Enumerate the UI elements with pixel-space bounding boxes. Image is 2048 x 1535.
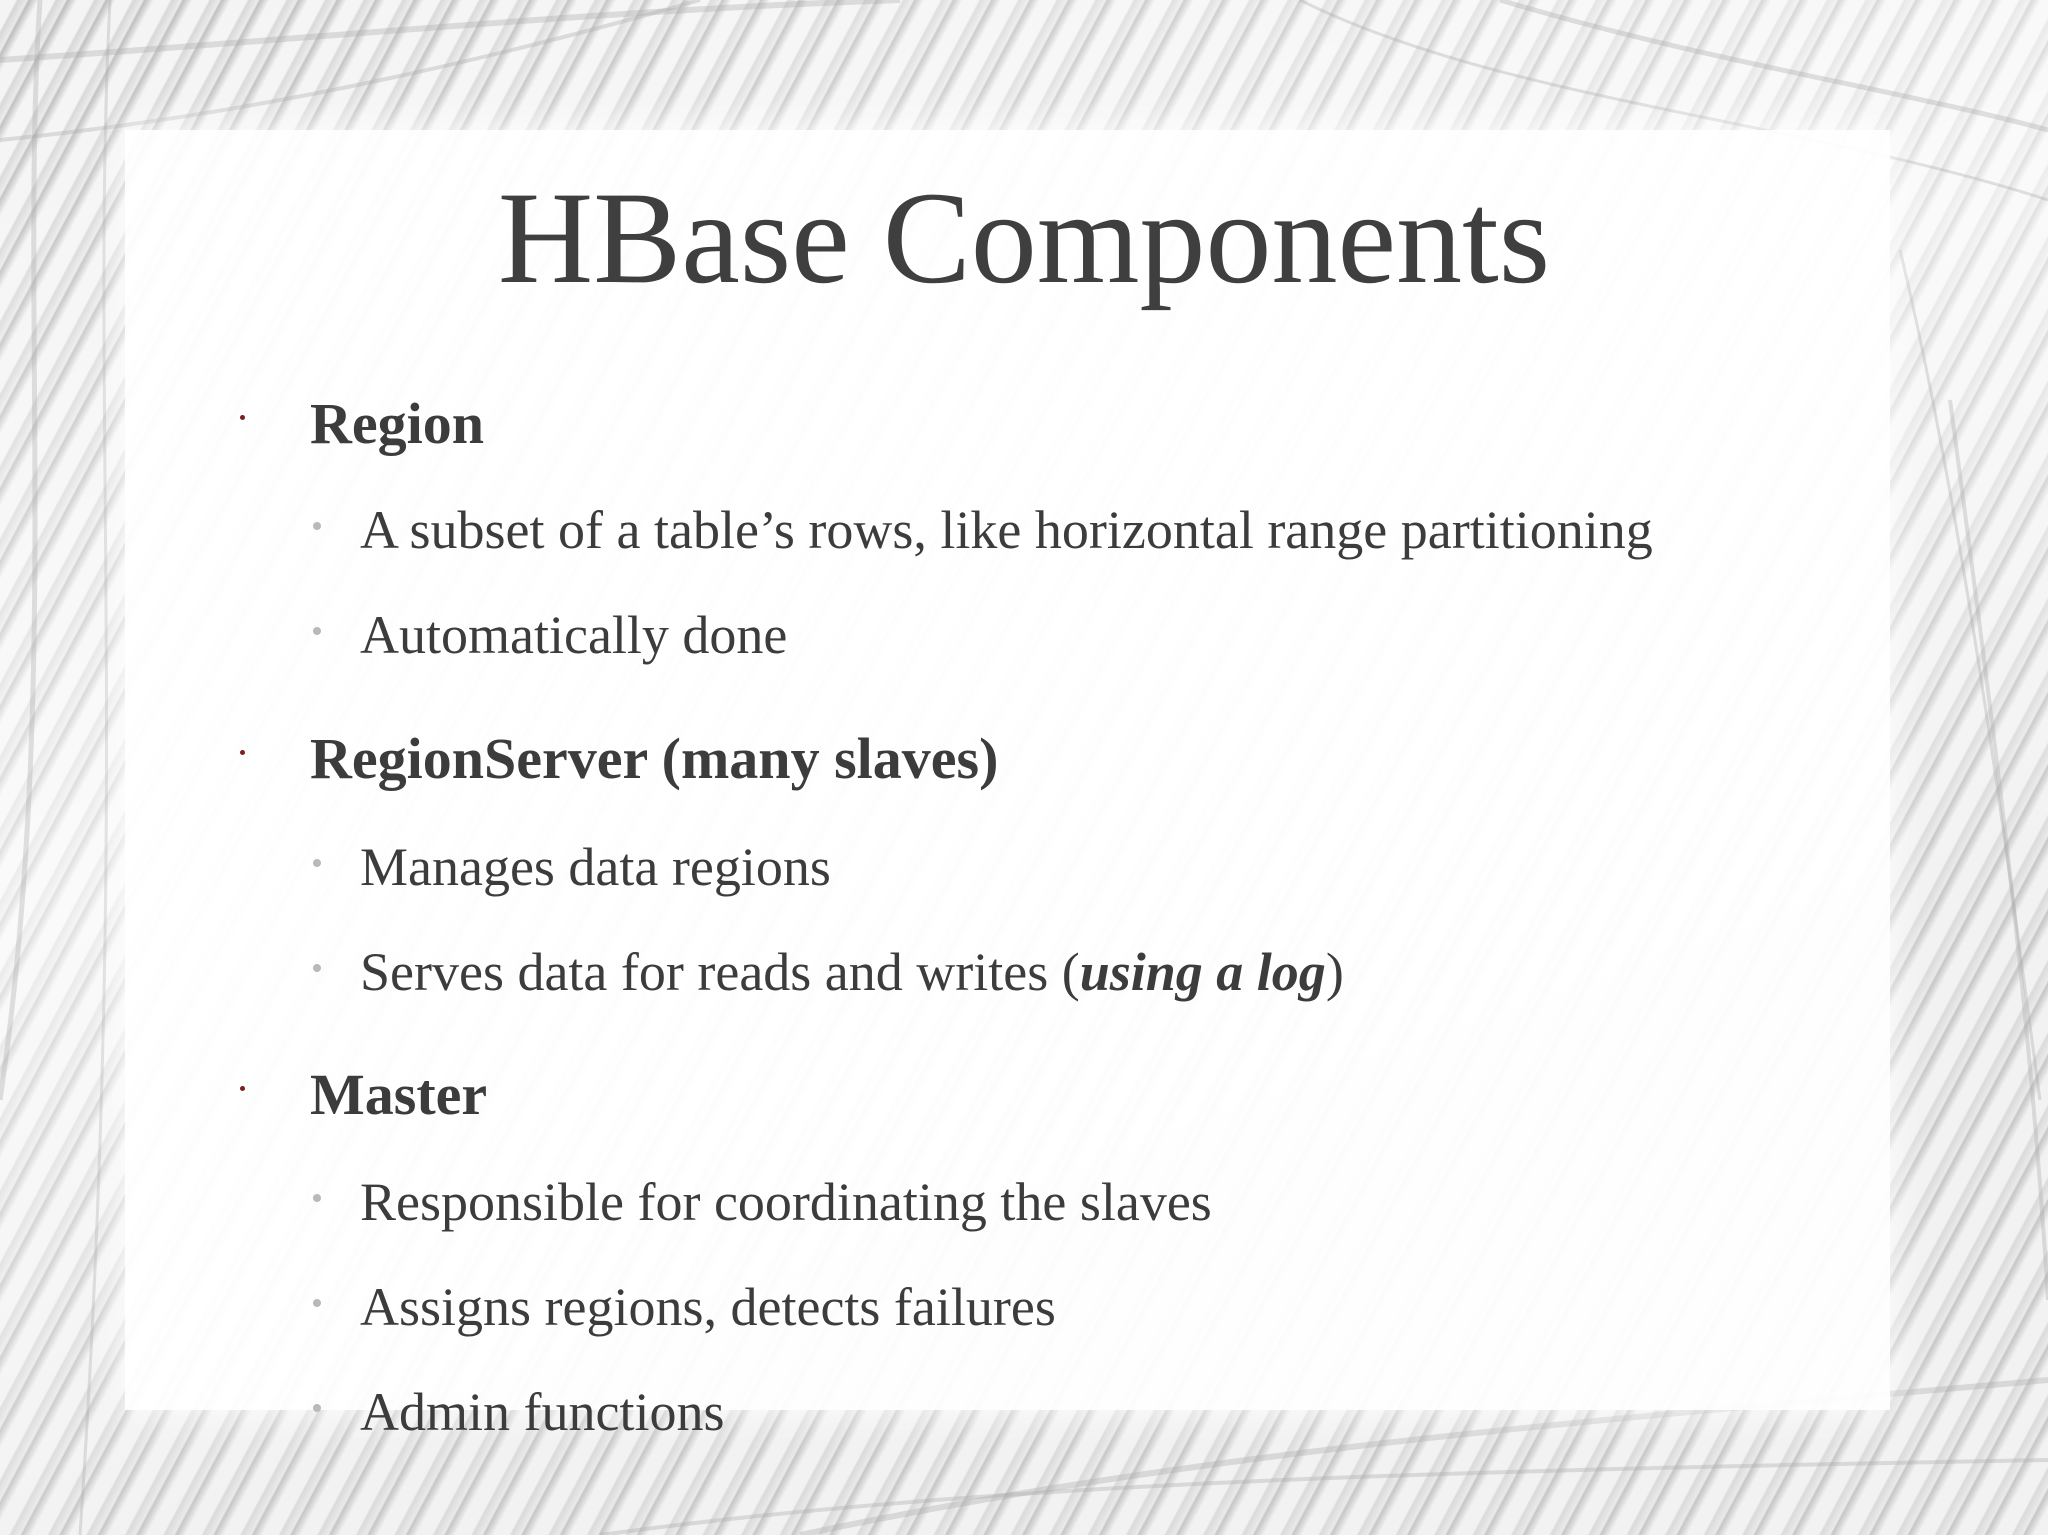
sub-bullet-dot-icon: [313, 859, 321, 867]
bullet-dot-icon: [240, 415, 245, 420]
section-heading-regionserver: RegionServer (many slaves): [310, 726, 999, 791]
bullet-dot-icon: [240, 1086, 245, 1091]
sub-bullet-dot-icon: [313, 522, 321, 530]
sub-bullet-dot-icon: [313, 1404, 321, 1412]
sub-bullet-dot-icon: [313, 627, 321, 635]
section-heading-region: Region: [310, 391, 484, 456]
list-item-with-emphasis: [360, 942, 1344, 1002]
list-item: Manages data regions: [360, 837, 831, 897]
list-item-text: Serves data for reads and writes (: [360, 942, 1080, 1002]
slide-title: HBase Components: [497, 164, 1551, 311]
list-item: Automatically done: [360, 605, 788, 665]
list-item: Assigns regions, detects failures: [360, 1277, 1056, 1337]
sub-bullet-dot-icon: [313, 1194, 321, 1202]
section-heading-master: Master: [310, 1062, 488, 1127]
list-item: Responsible for coordinating the slaves: [360, 1172, 1212, 1232]
sub-bullet-dot-icon: [313, 1299, 321, 1307]
list-item-text-end: ): [1325, 942, 1344, 1002]
sub-bullet-dot-icon: [313, 964, 321, 972]
list-item: A subset of a table’s rows, like horizontal range partitioning: [360, 500, 1653, 560]
emphasis-text: using a log: [1079, 942, 1326, 1002]
list-item: Admin functions: [360, 1382, 725, 1442]
bullet-dot-icon: [240, 750, 245, 755]
